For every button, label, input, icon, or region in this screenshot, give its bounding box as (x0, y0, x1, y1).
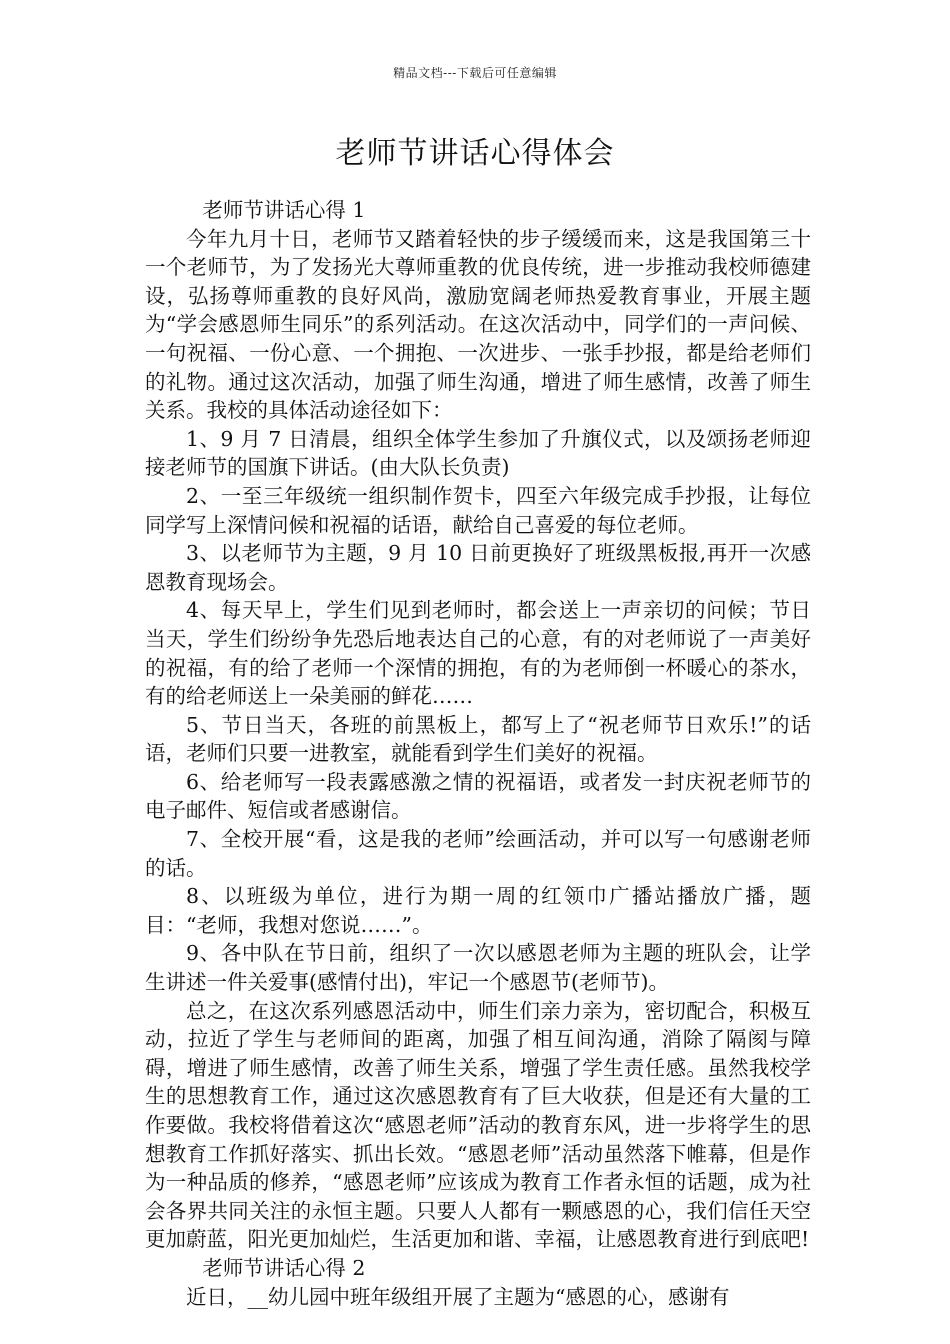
paragraph-item-7: 7、全校开展“看，这是我的老师”绘画活动，并可以写一句感谢老师的话。 (145, 827, 811, 880)
paragraph-item-1: 1、9 月 7 日清晨，组织全体学生参加了升旗仪式，以及颂扬老师迎接老师节的国旗下讲话。(由大队长负责) (145, 426, 811, 480)
paragraph-item-2: 2、一至三年级统一组织制作贺卡，四至六年级完成手抄报，让每位同学写上深情问候和祝福的话语，献给自己喜爱的每位老师。 (145, 483, 811, 537)
paragraph-item-6: 6、给老师写一段表露感激之情的祝福语，或者发一封庆祝老师节的电子邮件、短信或者感谢信。 (145, 769, 811, 823)
paragraph-item-3: 3、以老师节为主题，9 月 10 日前更换好了班级黑板报,再开一次感恩教育现场会。 (145, 541, 811, 594)
paragraph-section2-start: 近日，__幼儿园中班年级组开展了主题为“感恩的心，感谢有 (186, 1284, 730, 1309)
paragraph-item-8: 8、以班级为单位，进行为期一周的红领巾广播站播放广播，题目：“老师，我想对您说……”。 (145, 884, 811, 937)
paragraph-item-9: 9、各中队在节日前，组织了一次以感恩老师为主题的班队会，让学生讲述一件关爱事(感情付出)，牢记一个感恩节(老师节)。 (145, 941, 811, 995)
page-header: 精品文档---下载后可任意编辑 (393, 66, 557, 80)
paragraph-item-5: 5、节日当天，各班的前黑板上，都写上了“祝老师节日欢乐!”的话语，老师们只要一进教室，就能看到学生们美好的祝福。 (145, 712, 811, 766)
document-body (145, 196, 811, 1311)
section-heading-1: 老师节讲话心得 1 (202, 198, 366, 222)
paragraph-summary: 总之，在这次系列感恩活动中，师生们亲力亲为，密切配合，积极互动，拉近了学生与老师间的距离，加强了相互间沟通，消除了隔阂与障碍，增进了师生感情，改善了师生关系，增强了学生责任感。虽然我校学生的思想教育工作，通过这次感恩教育有了巨大收获，但是还有大量的工作要做。我校将借着这次“感恩老师”活动的教育东风，进一步将学生的思想教育工作抓好落实、抓出长效。“感恩老师”活动虽然落下帷幕，但是作为一种品质的修养，“感恩老师”应该成为教育工作者永恒的话题，成为社会各界共同关注的永恒主题。只要人人都有一颗感恩的心，我们信任天空更加蔚蓝，阳光更加灿烂，生活更加和谐、幸福，让感恩教育进行到底吧! (145, 998, 811, 1252)
paragraph-intro: 今年九月十日，老师节又踏着轻快的步子缓缓而来，这是我国第三十一个老师节，为了发扬光大尊师重教的优良传统，进一步推动我校师德建设，弘扬尊师重教的良好风尚，激励宽阔老师热爱教育事业，开展主题为“学会感恩师生同乐”的系列活动。在这次活动中，同学们的一声问候、一句祝福、一份心意、一个拥抱、一次进步、一张手抄报，都是给老师们的礼物。通过这次活动，加强了师生沟通，增进了师生感情，改善了师生关系。我校的具体活动途径如下： (145, 226, 811, 423)
document-title: 老师节讲话心得体会 (335, 136, 615, 171)
paragraph-item-4: 4、每天早上，学生们见到老师时，都会送上一声亲切的问候；节日当天，学生们纷纷争先恐后地表达自己的心意，有的对老师说了一声美好的祝福，有的给了老师一个深情的拥抱，有的为老师倒一杯暖心的茶水，有的给老师送上一朵美丽的鲜花…… (145, 598, 811, 709)
section-heading-2: 老师节讲话心得 2 (202, 1255, 366, 1280)
